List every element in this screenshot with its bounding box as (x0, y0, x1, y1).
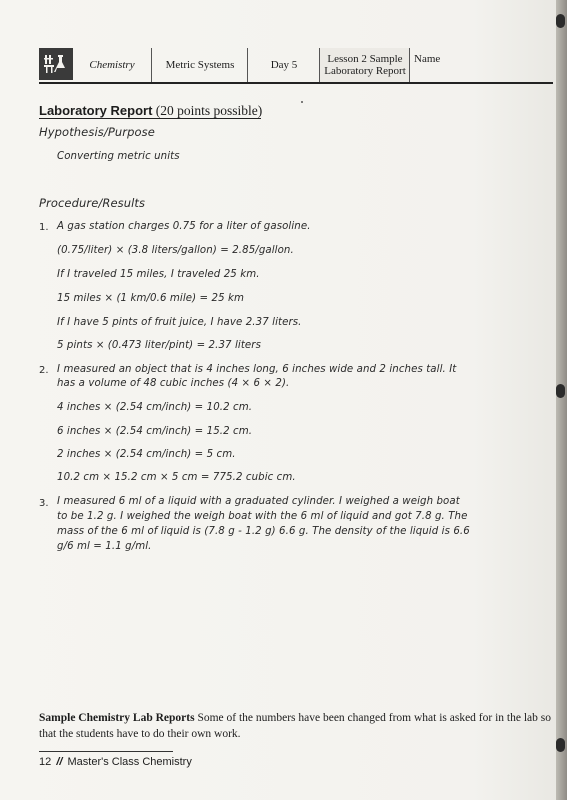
report-title (39, 103, 262, 119)
header-unit: Metric Systems (151, 48, 248, 82)
item3-line: to be 1.2 g. I weighed the weigh boat with the 6 ml of liquid and got 7.8 g. The (57, 511, 468, 522)
page-number: 12 (39, 756, 52, 768)
header-subject: Chemistry (89, 58, 135, 71)
item-number: 2. (39, 365, 49, 376)
item-number: 1. (39, 222, 49, 233)
item3-line: g/6 ml = 1.1 g/ml. (57, 541, 152, 552)
paper-speck (301, 101, 303, 103)
item1-line: If I have 5 pints of fruit juice, I have 2.37 liters. (57, 317, 302, 328)
title-underline (39, 118, 261, 119)
item2-line: I measured an object that is 4 inches long, 6 inches wide and 2 inches tall. It (57, 364, 457, 375)
item1-line: 5 pints × (0.473 liter/pint) = 2.37 liters (57, 340, 261, 351)
header-lesson (319, 48, 410, 82)
binder-hole (556, 14, 565, 28)
header-day: Day 5 (247, 48, 320, 82)
hypothesis-text: Converting metric units (57, 151, 180, 162)
item2-line: 10.2 cm × 15.2 cm × 5 cm = 775.2 cubic cm. (57, 472, 296, 483)
footer-note-bold: Sample Chemistry Lab Reports (39, 712, 195, 724)
footer-page-info (39, 756, 192, 768)
item2-line: 4 inches × (2.54 cm/inch) = 10.2 cm. (57, 402, 253, 413)
item1-line: A gas station charges 0.75 for a liter of gasoline. (57, 221, 311, 232)
worksheet-header (39, 48, 553, 84)
item1-line: (0.75/liter) × (3.8 liters/gallon) = 2.85/gallon. (57, 245, 294, 256)
book-title: Master's Class Chemistry (67, 756, 192, 768)
header-lesson-line2: Laboratory Report (324, 65, 406, 77)
item1-line: If I traveled 15 miles, I traveled 25 km. (57, 269, 260, 280)
report-title-text: Laboratory Report (39, 103, 153, 118)
item-number: 3. (39, 498, 49, 509)
lab-flask-icon (39, 48, 73, 80)
binder-hole (556, 738, 565, 752)
footer-rule (39, 751, 173, 752)
procedure-heading: Procedure/Results (39, 196, 146, 210)
item3-line: I measured 6 ml of a liquid with a graduated cylinder. I weighed a weigh boat (57, 496, 460, 507)
item3-line: mass of the 6 ml of liquid is (7.8 g - 1.2 g) 6.6 g. The density of the liquid is 6.6 (57, 526, 470, 537)
item1-line: 15 miles × (1 km/0.6 mile) = 25 km (57, 293, 245, 304)
hypothesis-heading: Hypothesis/Purpose (39, 125, 155, 139)
item2-line: has a volume of 48 cubic inches (4 × 6 × 2). (57, 378, 290, 389)
footer-slashes: // (56, 756, 63, 768)
footer-note-text: Some of the numbers have been changed from what is asked for in the lab so that the students have to do their own work. (39, 712, 551, 740)
footer-note (39, 710, 559, 742)
binder-edge (556, 0, 567, 800)
binder-hole (556, 384, 565, 398)
header-name-field: Name (409, 48, 553, 82)
item2-line: 2 inches × (2.54 cm/inch) = 5 cm. (57, 449, 236, 460)
report-points: (20 points possible) (155, 103, 263, 118)
item2-line: 6 inches × (2.54 cm/inch) = 15.2 cm. (57, 426, 253, 437)
header-lesson-line1: Lesson 2 Sample (327, 52, 403, 65)
